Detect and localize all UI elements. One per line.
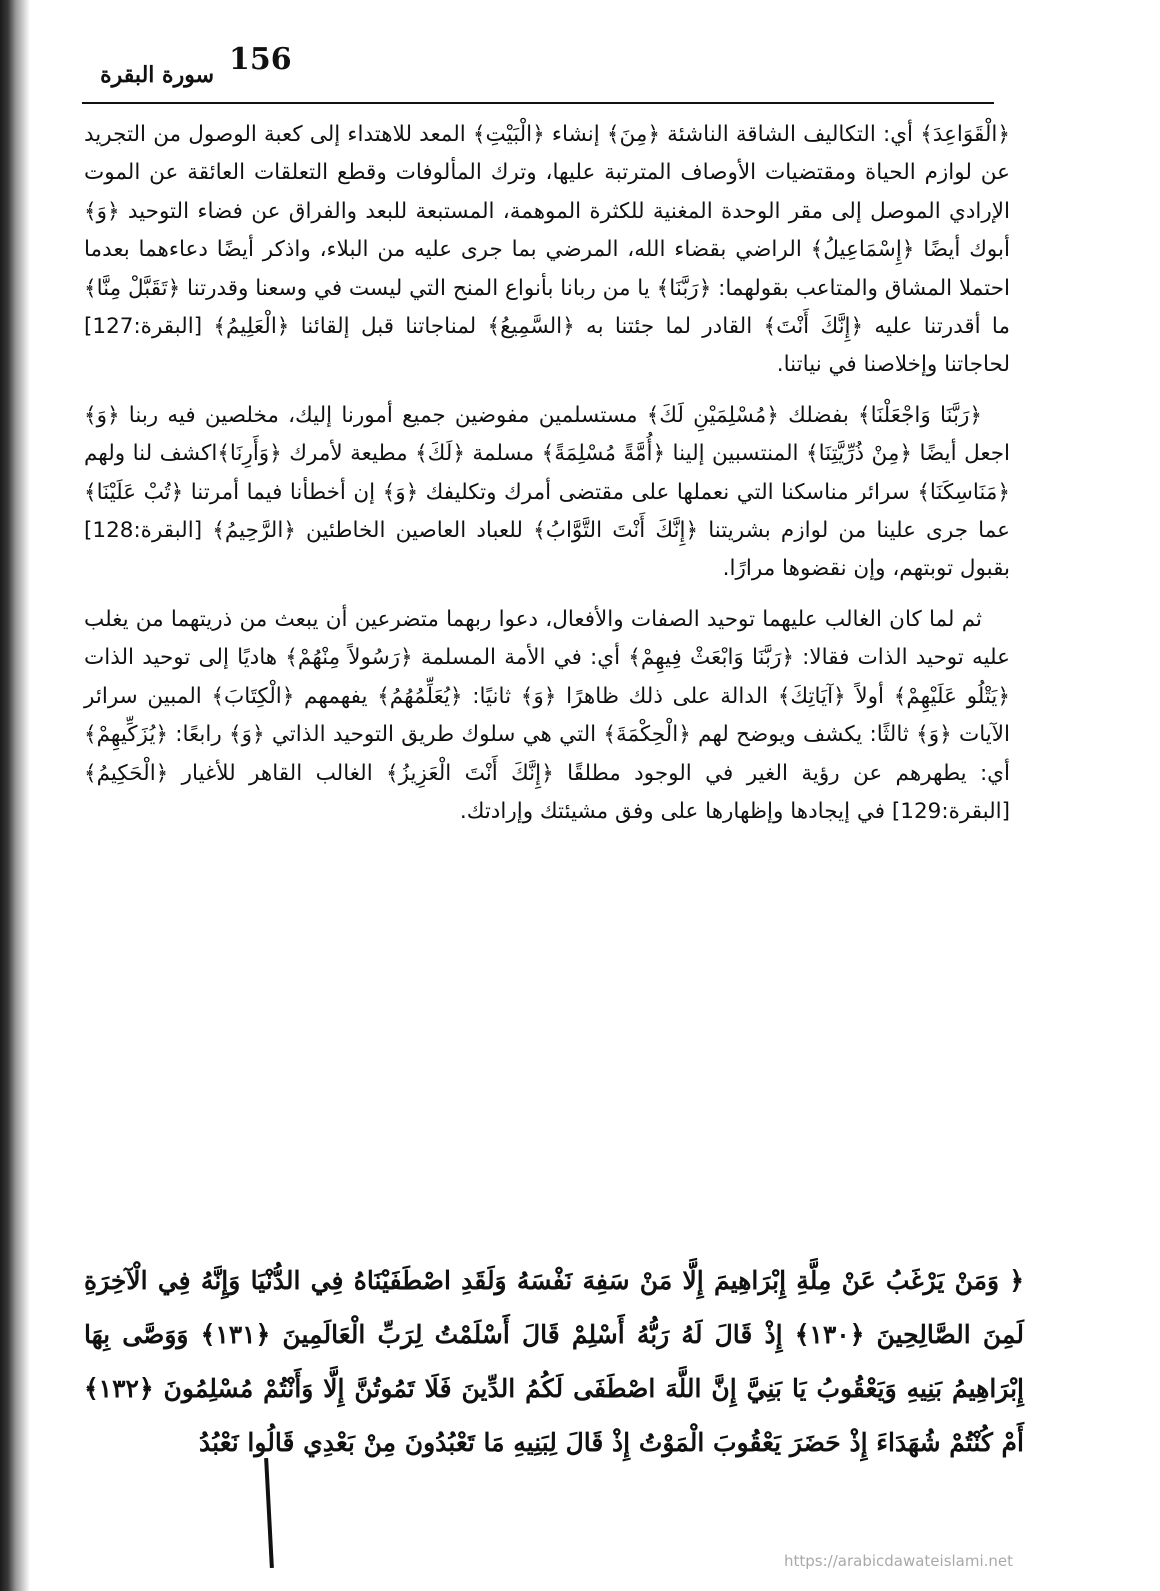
surah-title: سورة البقرة — [100, 62, 214, 88]
page-number: 156 — [229, 42, 292, 77]
tafsir-paragraph-2: ﴿رَبَّنَا وَاجْعَلْنَا﴾ بفضلك ﴿مُسْلِمَيْنِ لَكَ﴾ مستسلمين مفوضين جميع أمورنا إليك، مخلصين فيه ربنا ﴿وَ﴾ اجعل أيضًا ﴿مِنْ ذُرِّيَّتِنَا﴾ المنتسبين إلينا ﴿أُمَّةً مُسْلِمَةً﴾ مسلمة ﴿لَكَ﴾ مطيعة لأمرك ﴿وَأَرِنَا﴾اكشف لنا ولهم ﴿مَنَاسِكَنَا﴾ سرائر مناسكنا التي نعملها على مقتضى أمرك وتكليفك ﴿وَ﴾ إن أخطأنا فيما أمرتنا ﴿تُبْ عَلَيْنَا﴾ عما جرى علينا من لوازم بشريتنا ﴿إِنَّكَ أَنْتَ التَّوَّابُ﴾ للعباد العاصين الخاطئين ﴿الرَّحِيمُ﴾ [البقرة:128] بقبول توبتهم، وإن نقضوها مرارًا. — [84, 402, 1010, 582]
header-divider — [82, 102, 994, 104]
tafsir-body — [84, 116, 1010, 831]
tafsir-paragraph-1: ﴿الْقَوَاعِدَ﴾ أي: التكاليف الشاقة الناشئة ﴿مِنَ﴾ إنشاء ﴿الْبَيْتِ﴾ المعد للاهتداء إلى كعبة الوصول من التجريد عن لوازم الحياة ومقتضيات الأوصاف المترتبة عليها، وترك المألوفات وقطع التعلقات العائقة عن الموت الإرادي الموصل إلى مقر الوحدة المغنية للكثرة الموهمة، المستبعة للبعد والفراق عن فضاء التوحيد ﴿وَ﴾ أبوك أيضًا ﴿إِسْمَاعِيلُ﴾ الراضي بقضاء الله، المرضي بما جرى عليه من البلاء، واذكر أيضًا دعاءهما بعدما احتملا المشاق والمتاعب بقولهما: ﴿رَبَّنَا﴾ يا من ربانا بأنواع المنح التي ليست في وسعنا وقدرتنا ﴿تَقَبَّلْ مِنَّا﴾ ما أقدرتنا عليه ﴿إِنَّكَ أَنْتَ﴾ القادر لما جئتنا به ﴿السَّمِيعُ﴾ لمناجاتنا قبل إلقائنا ﴿الْعَلِيمُ﴾ [البقرة:127] لحاجاتنا وإخلاصنا في نياتنا. — [84, 122, 1010, 378]
watermark: https://arabicdawateislami.net — [784, 1552, 1014, 1570]
quran-verses — [84, 1254, 1024, 1470]
pen-mark — [264, 1458, 274, 1568]
tafsir-paragraph-3: ثم لما كان الغالب عليهما توحيد الصفات والأفعال، دعوا ربهما متضرعين أن يبعث من ذريتهما من يغلب عليه توحيد الذات فقالا: ﴿رَبَّنَا وَابْعَثْ فِيهِمْ﴾ أي: في الأمة المسلمة ﴿رَسُولاً مِنْهُمْ﴾ هاديًا إلى توحيد الذات ﴿يَتْلُو عَلَيْهِمْ﴾ أولاً ﴿آيَاتِكَ﴾ الدالة على ذلك ظاهرًا ﴿وَ﴾ ثانيًا: ﴿يُعَلِّمُهُمُ﴾ يفهمهم ﴿الْكِتَابَ﴾ المبين سرائر الآيات ﴿وَ﴾ ثالثًا: يكشف ويوضح لهم ﴿الْحِكْمَةَ﴾ التي هي سلوك طريق التوحيد الذاتي ﴿وَ﴾ رابعًا: ﴿يُزَكِّيهِمْ﴾ أي: يطهرهم عن رؤية الغير في الوجود مطلقًا ﴿إِنَّكَ أَنْتَ الْعَزِيزُ﴾ الغالب القاهر للأغيار ﴿الْحَكِيمُ﴾ [البقرة:129] في إيجادها وإظهارها على وفق مشيئتك وإرادتك. — [84, 606, 1010, 824]
scan-edge-shadow — [0, 0, 30, 1591]
quran-text: ﴿ وَمَنْ يَرْغَبُ عَنْ مِلَّةِ إِبْرَاهِيمَ إِلَّا مَنْ سَفِهَ نَفْسَهُ وَلَقَدِ اصْطَفَيْنَاهُ فِي الدُّنْيَا وَإِنَّهُ فِي الْآخِرَةِ لَمِنَ الصَّالِحِينَ ﴿١٣٠﴾ إِذْ قَالَ لَهُ رَبُّهُ أَسْلِمْ قَالَ أَسْلَمْتُ لِرَبِّ الْعَالَمِينَ ﴿١٣١﴾ وَوَصَّى بِهَا إِبْرَاهِيمُ بَنِيهِ وَيَعْقُوبُ يَا بَنِيَّ إِنَّ اللَّهَ اصْطَفَى لَكُمُ الدِّينَ فَلَا تَمُوتُنَّ إِلَّا وَأَنْتُمْ مُسْلِمُونَ ﴿١٣٢﴾ أَمْ كُنْتُمْ شُهَدَاءَ إِذْ حَضَرَ يَعْقُوبَ الْمَوْتُ إِذْ قَالَ لِبَنِيهِ مَا تَعْبُدُونَ مِنْ بَعْدِي قَالُوا نَعْبُدُ — [84, 1266, 1024, 1457]
